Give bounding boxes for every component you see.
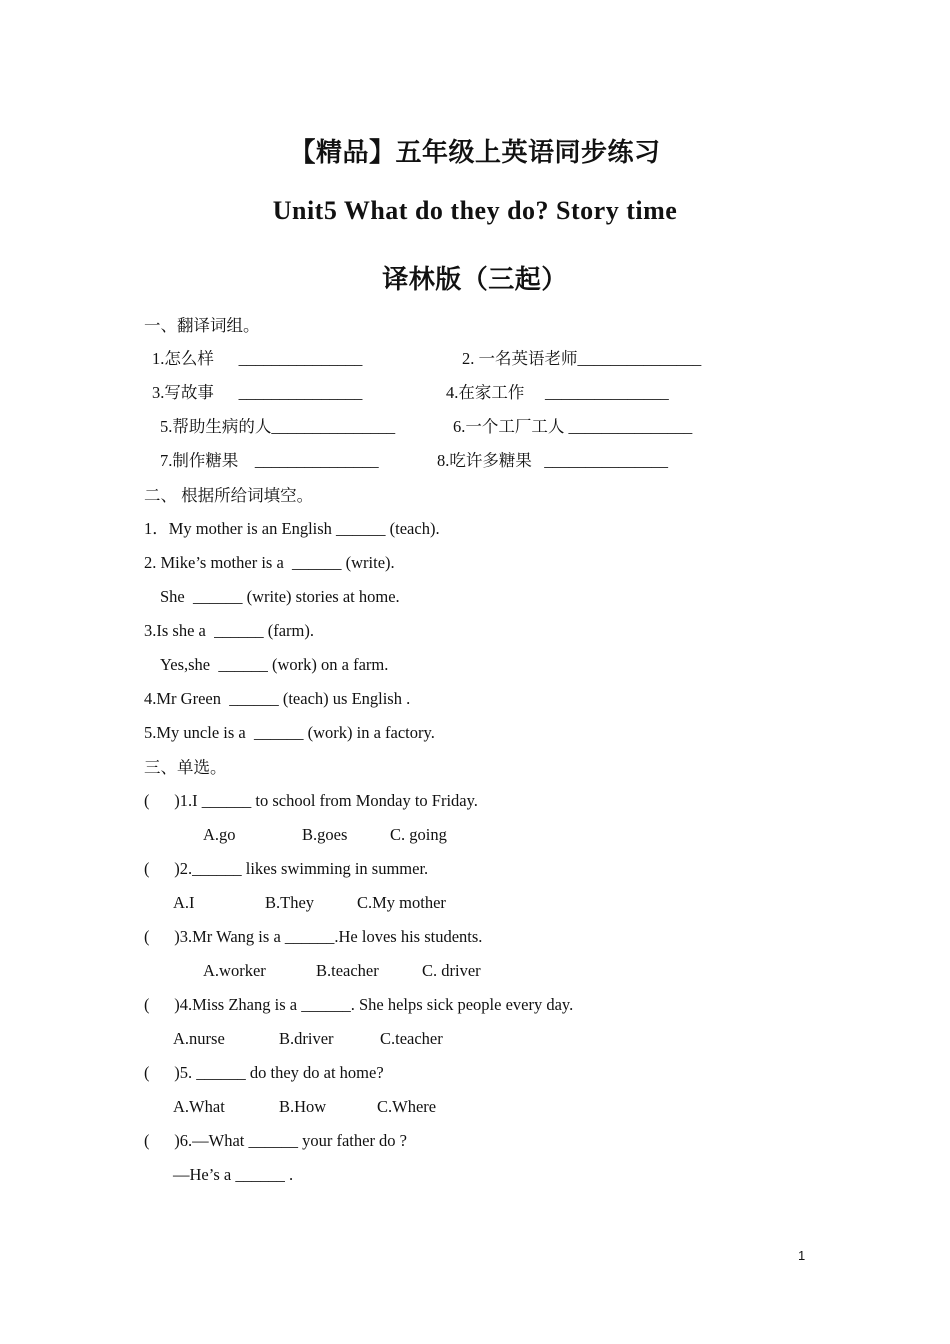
- phrase-item: 7.制作糖果 _______________: [160, 451, 379, 470]
- fill-line: 3.Is she a ______ (farm).: [144, 621, 314, 640]
- question-option: B.driver: [279, 1029, 334, 1048]
- question-option: C. driver: [422, 961, 481, 980]
- question-stem: ( )5. ______ do they do at home?: [144, 1063, 384, 1082]
- question-option: B.goes: [302, 825, 348, 844]
- phrase-item: 8.吃许多糖果 _______________: [437, 451, 668, 470]
- phrase-item: 5.帮助生病的人_______________: [160, 417, 396, 436]
- section2-heading: 二、 根据所给词填空。: [144, 486, 314, 505]
- question-option: B.How: [279, 1097, 327, 1116]
- fill-line: 5.My uncle is a ______ (work) in a factory.: [144, 723, 435, 742]
- page-title-unit: Unit5 What do they do? Story time: [272, 196, 678, 225]
- question-option: A.worker: [203, 961, 266, 980]
- phrase-item: 6.一个工厂工人 _______________: [453, 417, 693, 436]
- question-option: A.nurse: [173, 1029, 225, 1048]
- fill-line: Yes,she ______ (work) on a farm.: [160, 655, 389, 674]
- question-option: C.teacher: [380, 1029, 443, 1048]
- fill-line: 1．My mother is an English ______ (teach).: [144, 519, 440, 538]
- question-stem: ( )1.I ______ to school from Monday to Friday.: [144, 791, 478, 810]
- question-option: B.teacher: [316, 961, 379, 980]
- page-title-edition: 译林版（三起）: [382, 265, 568, 294]
- fill-line: 4.Mr Green ______ (teach) us English .: [144, 689, 411, 708]
- question-stem: ( )3.Mr Wang is a ______.He loves his students.: [144, 927, 483, 946]
- page-title-cn: 【精品】五年级上英语同步练习: [289, 138, 661, 167]
- question-stem: ( )4.Miss Zhang is a ______. She helps sick people every day.: [144, 995, 574, 1014]
- question-option: C.My mother: [357, 893, 446, 912]
- question-option: C.Where: [377, 1097, 437, 1116]
- fill-line: She ______ (write) stories at home.: [160, 587, 400, 606]
- question-answer-line: —He’s a ______ .: [173, 1165, 294, 1184]
- question-option: C. going: [390, 825, 447, 844]
- question-option: A.I: [173, 893, 195, 912]
- phrase-item: 4.在家工作 _______________: [446, 383, 669, 402]
- phrase-item: 2. 一名英语老师_______________: [462, 349, 702, 368]
- question-stem: ( )2.______ likes swimming in summer.: [144, 859, 429, 878]
- section3-heading: 三、单选。: [144, 758, 227, 777]
- question-option: A.go: [203, 825, 236, 844]
- fill-line: 2. Mike’s mother is a ______ (write).: [144, 553, 395, 572]
- page-number: 1: [798, 1248, 806, 1263]
- question-option: A.What: [173, 1097, 225, 1116]
- phrase-item: 3.写故事 _______________: [152, 383, 363, 402]
- section1-heading: 一、翻译词组。: [144, 316, 260, 335]
- question-stem: ( )6.—What ______ your father do ?: [144, 1131, 408, 1150]
- phrase-item: 1.怎么样 _______________: [152, 349, 363, 368]
- question-option: B.They: [265, 893, 315, 912]
